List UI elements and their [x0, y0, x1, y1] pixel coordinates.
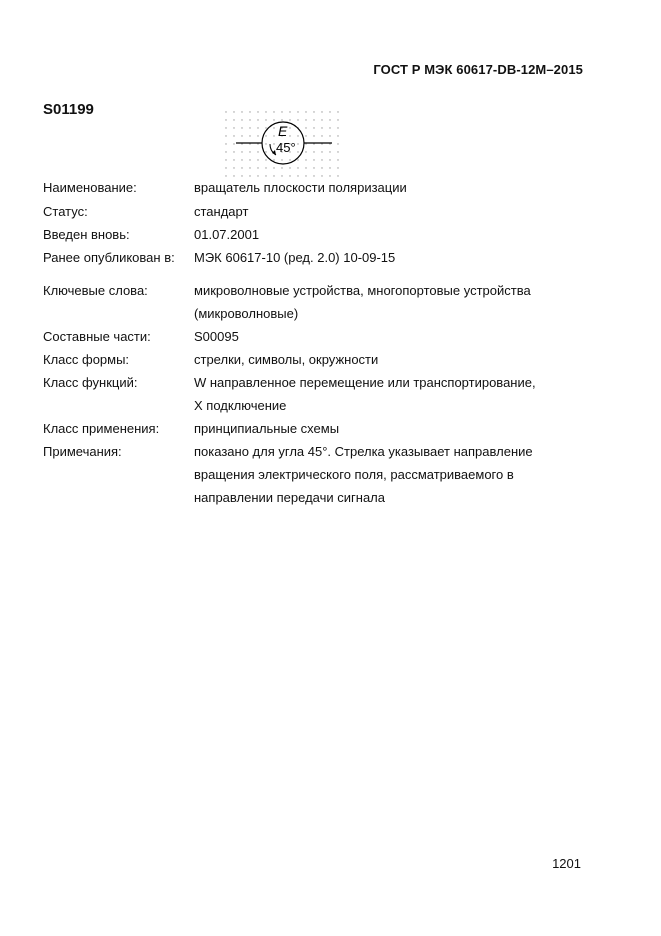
grid-dot: [329, 127, 330, 128]
field-value: [194, 325, 554, 348]
grid-dot: [337, 127, 338, 128]
grid-dot: [257, 167, 258, 168]
grid-dot: [297, 143, 298, 144]
field-label: Статус:: [43, 204, 88, 219]
grid-dot: [265, 159, 266, 160]
grid-dot: [313, 135, 314, 136]
grid-dot: [273, 111, 274, 112]
grid-dot: [225, 127, 226, 128]
field-value: [194, 176, 554, 199]
field-value-line: показано для угла 45°. Стрелка указывает направление: [194, 444, 533, 459]
grid-dot: [249, 151, 250, 152]
grid-dot: [313, 159, 314, 160]
grid-dot: [289, 135, 290, 136]
grid-dot: [305, 151, 306, 152]
grid-dot: [265, 119, 266, 120]
grid-dot: [273, 119, 274, 120]
grid-dot: [249, 127, 250, 128]
grid-dot: [249, 167, 250, 168]
grid-dot: [289, 167, 290, 168]
grid-dot: [297, 119, 298, 120]
grid-dot: [337, 119, 338, 120]
grid-dot: [265, 167, 266, 168]
grid-dot: [241, 159, 242, 160]
grid-dot: [289, 159, 290, 160]
grid-dot: [257, 119, 258, 120]
grid-dot: [337, 151, 338, 152]
grid-dot: [329, 111, 330, 112]
grid-dot: [281, 159, 282, 160]
grid-dot: [257, 135, 258, 136]
field-value-line: направлении передачи сигнала: [194, 490, 385, 505]
grid-dot: [265, 143, 266, 144]
grid-dot: [241, 127, 242, 128]
grid-dot: [233, 127, 234, 128]
grid-dot: [225, 167, 226, 168]
field-value: [194, 246, 554, 269]
field-value: [194, 371, 554, 417]
grid-dot: [241, 135, 242, 136]
grid-dot: [249, 159, 250, 160]
grid-dot: [273, 167, 274, 168]
grid-dot: [305, 127, 306, 128]
grid-dot: [273, 159, 274, 160]
grid-dot: [305, 167, 306, 168]
grid-dot: [257, 127, 258, 128]
grid-dot: [289, 127, 290, 128]
field-value: [194, 348, 554, 371]
grid-dot: [265, 151, 266, 152]
grid-dot: [337, 167, 338, 168]
field-label: Примечания:: [43, 444, 122, 459]
document-header: ГОСТ Р МЭК 60617-DB-12M–2015: [373, 62, 583, 77]
grid-dot: [289, 111, 290, 112]
grid-dot: [281, 111, 282, 112]
grid-dot: [313, 119, 314, 120]
grid-dot: [321, 159, 322, 160]
grid-dot: [225, 119, 226, 120]
field-value: [194, 417, 554, 440]
grid-dot: [281, 167, 282, 168]
field-value-line: S00095: [194, 329, 239, 344]
grid-dot: [297, 151, 298, 152]
grid-dot: [233, 119, 234, 120]
grid-dot: [321, 167, 322, 168]
grid-dot: [305, 119, 306, 120]
symbol-field-label: E: [278, 123, 288, 139]
grid-dot: [337, 143, 338, 144]
grid-dot: [241, 151, 242, 152]
field-value-line: вращатель плоскости поляризации: [194, 180, 407, 195]
symbol-code: S01199: [43, 101, 94, 118]
field-label: Ключевые слова:: [43, 283, 148, 298]
grid-dot: [281, 119, 282, 120]
grid-dot: [337, 135, 338, 136]
grid-dot: [273, 127, 274, 128]
grid-dot: [225, 143, 226, 144]
grid-dot: [313, 151, 314, 152]
field-value-line: принципиальные схемы: [194, 421, 340, 436]
grid-dot: [233, 135, 234, 136]
field-label: Введен вновь:: [43, 227, 130, 242]
grid-dot: [249, 119, 250, 120]
grid-dot: [265, 135, 266, 136]
field-label: Составные части:: [43, 329, 151, 344]
field-value-line: стандарт: [194, 204, 249, 219]
polarization-rotator-symbol: [222, 108, 348, 180]
field-value-line: (микроволновые): [194, 306, 299, 321]
field-label: Ранее опубликован в:: [43, 250, 175, 265]
grid-dot: [289, 119, 290, 120]
field-value: [194, 223, 554, 246]
field-value: [194, 279, 554, 325]
grid-dot: [265, 111, 266, 112]
grid-dot: [321, 127, 322, 128]
grid-dot: [241, 119, 242, 120]
grid-dot: [225, 135, 226, 136]
grid-dot: [265, 127, 266, 128]
grid-dot: [297, 167, 298, 168]
grid-dot: [321, 111, 322, 112]
field-label: Класс применения:: [43, 421, 160, 436]
field-label: Наименование:: [43, 180, 137, 195]
grid-dot: [305, 159, 306, 160]
grid-dot: [313, 127, 314, 128]
field-value-line: МЭК 60617-10 (ред. 2.0) 10-09-15: [194, 250, 396, 265]
grid-dot: [233, 111, 234, 112]
field-value-line: X подключение: [194, 398, 287, 413]
grid-dot: [233, 151, 234, 152]
symbol-angle-label: 45°: [276, 140, 296, 155]
grid-dot: [321, 151, 322, 152]
field-value: [194, 200, 554, 223]
field-value-line: вращения электрического поля, рассматриваемого в: [194, 467, 514, 482]
grid-dot: [321, 119, 322, 120]
grid-dot: [249, 111, 250, 112]
field-value-line: стрелки, символы, окружности: [194, 352, 379, 367]
field-value: [194, 440, 554, 509]
grid-dot: [329, 159, 330, 160]
field-value-line: 01.07.2001: [194, 227, 260, 242]
grid-dot: [241, 111, 242, 112]
grid-dot: [329, 151, 330, 152]
grid-dot: [257, 159, 258, 160]
grid-dot: [233, 159, 234, 160]
grid-dot: [329, 119, 330, 120]
grid-dot: [297, 159, 298, 160]
grid-dot: [257, 111, 258, 112]
grid-dot: [329, 135, 330, 136]
grid-dot: [257, 151, 258, 152]
field-value-line: микроволновые устройства, многопортовые устройства: [194, 283, 531, 298]
grid-dot: [233, 143, 234, 144]
page-number: 1201: [552, 856, 581, 871]
grid-dot: [233, 167, 234, 168]
grid-dot: [337, 159, 338, 160]
field-label: Класс функций:: [43, 375, 138, 390]
grid-dot: [305, 111, 306, 112]
grid-dot: [329, 167, 330, 168]
grid-dot: [321, 135, 322, 136]
grid-dot: [305, 135, 306, 136]
grid-dot: [297, 111, 298, 112]
field-value-line: W направленное перемещение или транспортирование,: [194, 375, 536, 390]
grid-dot: [249, 135, 250, 136]
grid-dot: [241, 167, 242, 168]
grid-dot: [225, 159, 226, 160]
grid-dot: [273, 143, 274, 144]
grid-dot: [297, 135, 298, 136]
grid-dot: [225, 111, 226, 112]
grid-dot: [273, 135, 274, 136]
grid-dot: [225, 151, 226, 152]
field-label: Класс формы:: [43, 352, 130, 367]
grid-dot: [337, 111, 338, 112]
grid-dot: [313, 167, 314, 168]
grid-dot: [313, 111, 314, 112]
